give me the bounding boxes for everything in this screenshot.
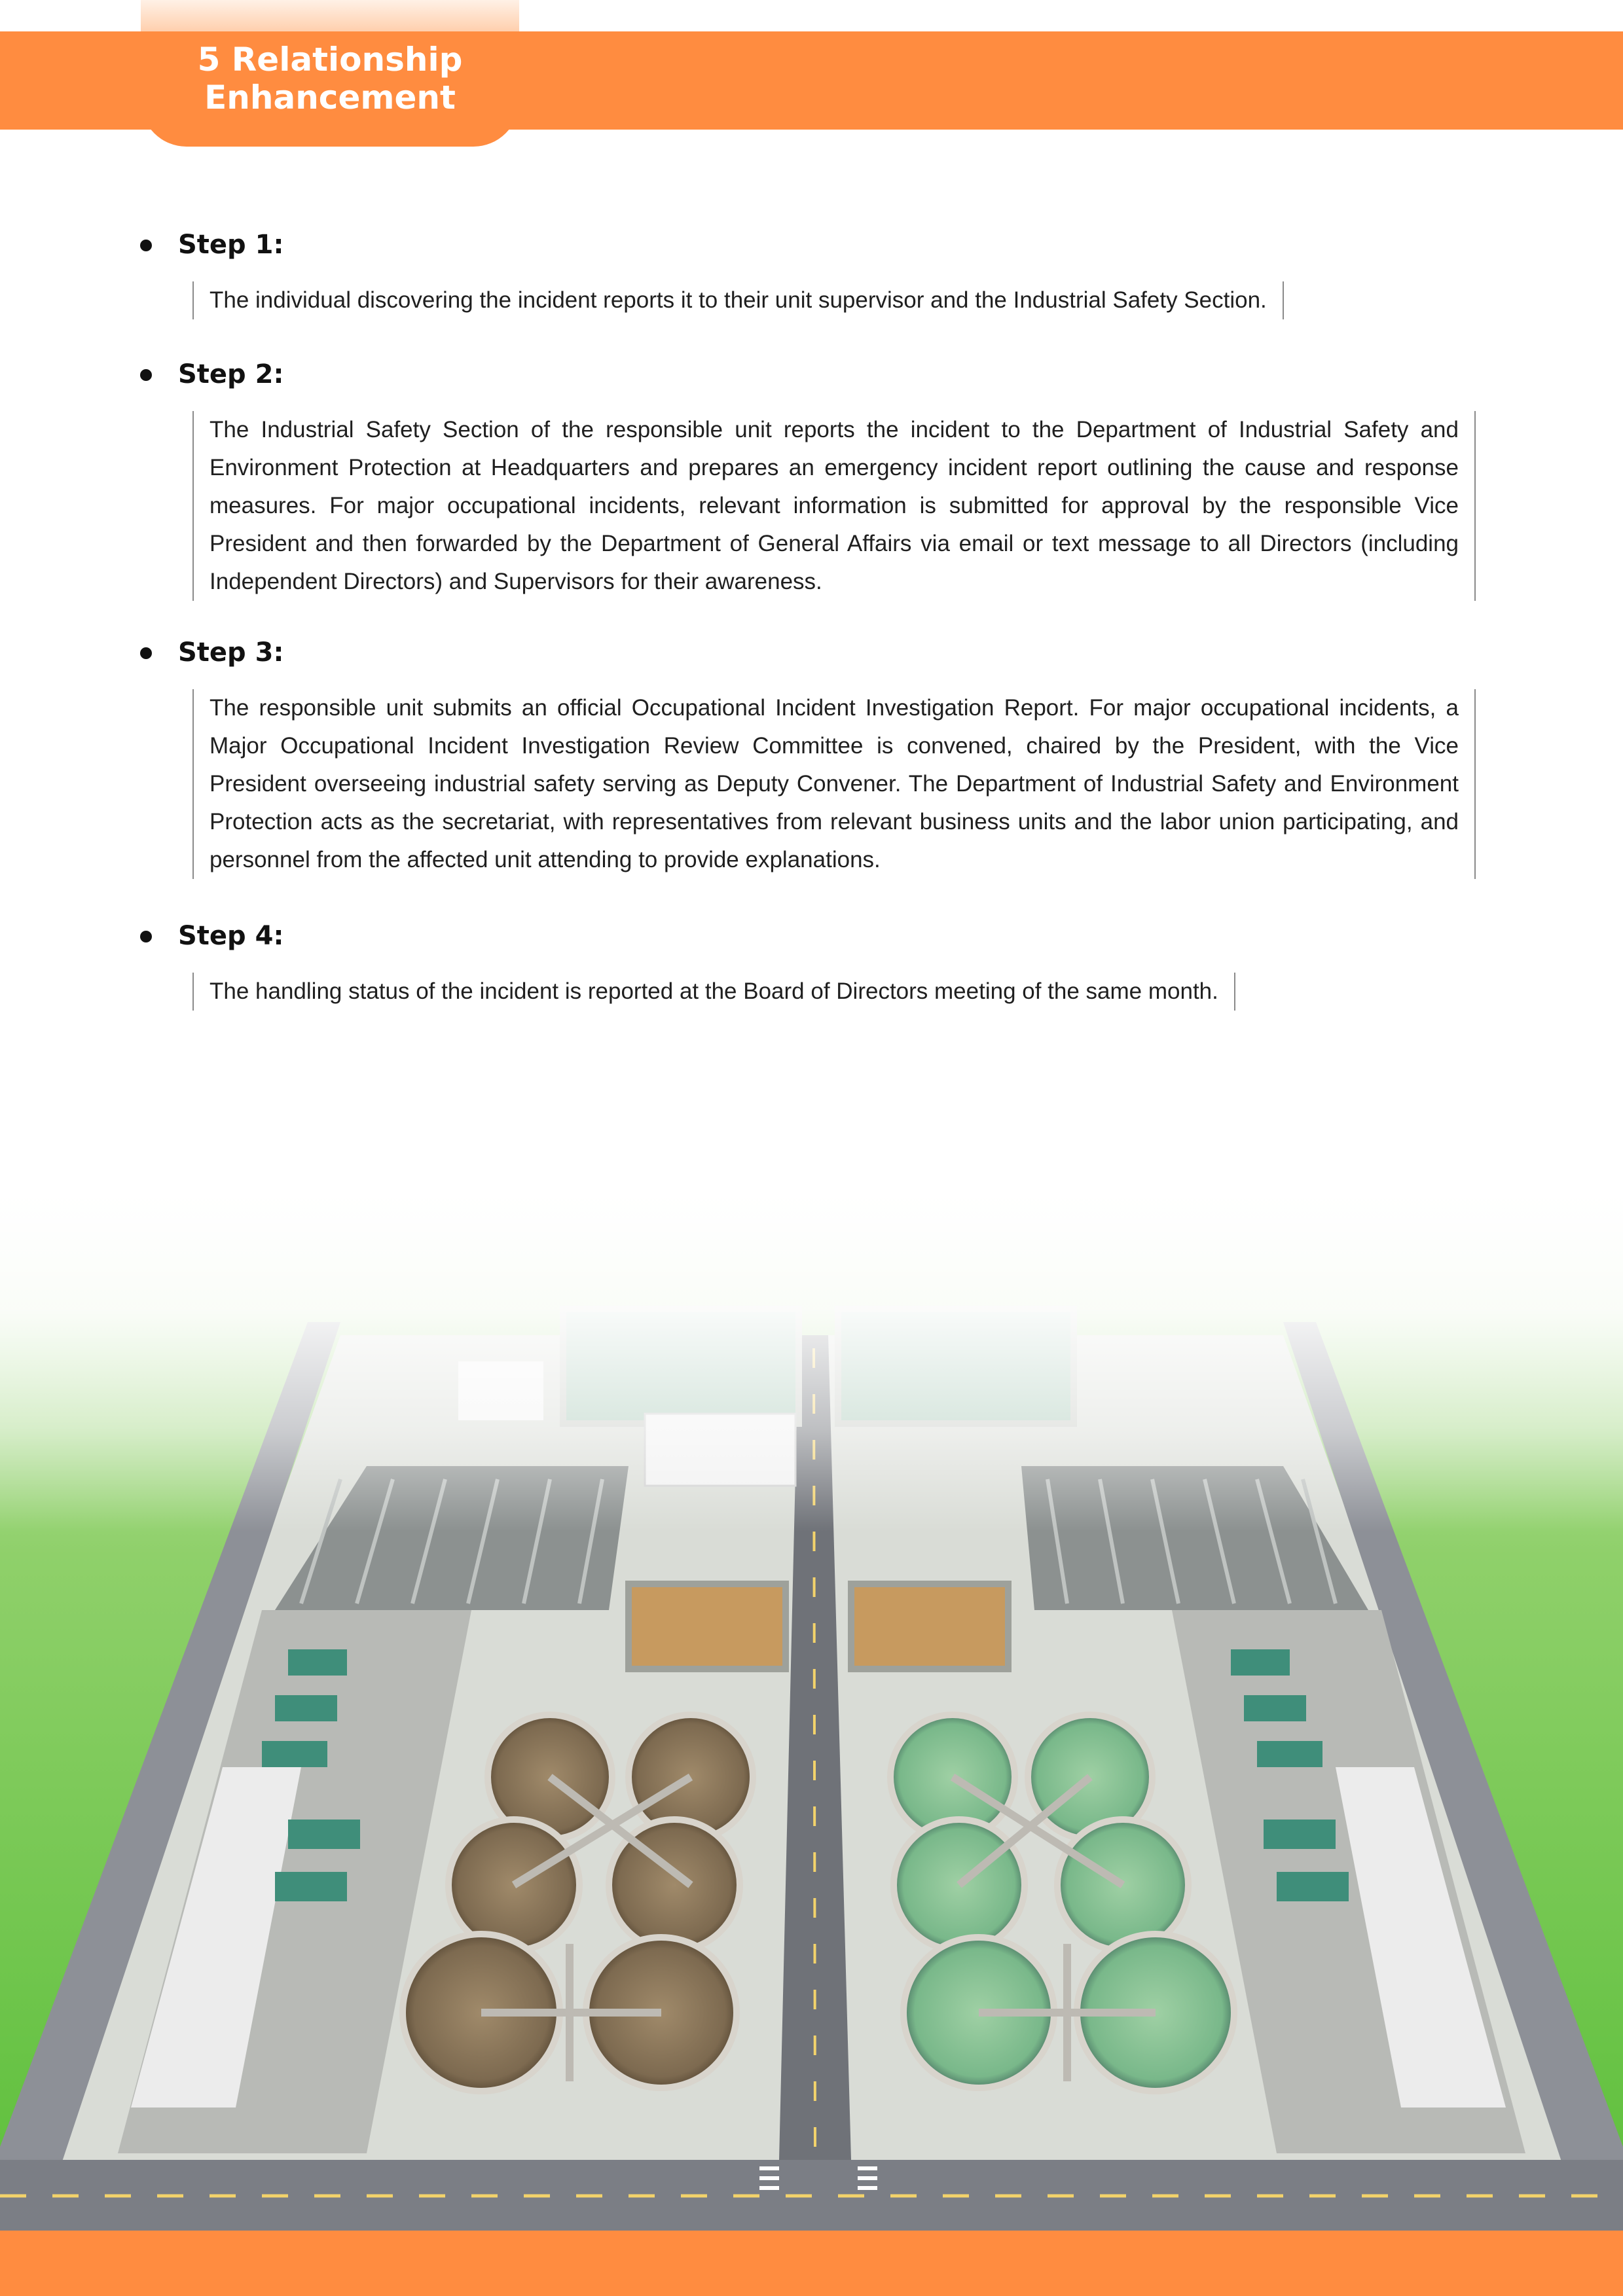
step-4-label: Step 4: — [178, 921, 284, 951]
step-1-label: Step 1: — [178, 230, 284, 260]
bullet-icon — [140, 240, 152, 251]
step-2-label: Step 2: — [178, 359, 284, 389]
water-treatment-plant-photo — [0, 1191, 1623, 2231]
bullet-icon — [140, 369, 152, 381]
footer-band — [0, 2231, 1623, 2296]
step-4-text: The handling status of the incident is reported at the Board of Directors meeting of the same month. — [192, 973, 1235, 1011]
bullet-icon — [140, 647, 152, 659]
bullet-icon — [140, 931, 152, 942]
step-1-text: The individual discovering the incident reports it to their unit supervisor and the Industrial Safety Section. — [192, 281, 1284, 319]
step-3-label: Step 3: — [178, 637, 284, 668]
step-3-text: The responsible unit submits an official Occupational Incident Investigation Report. For major occupational incidents, a Major Occupational Incident Investigation Review Committee is convened, chaired by the President, with the Vice President overseeing industrial safety serving as Deputy Convener. The Department of Industrial Safety and Environment Protection acts as the secretariat, with representatives from relevant business units and the labor union participating, and personnel from the affected unit attending to provide explanations. — [192, 689, 1476, 879]
section-title: 5 Relationship Enhancement — [197, 41, 463, 117]
step-2-text: The Industrial Safety Section of the responsible unit reports the incident to the Department of Industrial Safety and Environment Protection at Headquarters and prepares an emergency incident report outlining the cause and response measures. For major occupational incidents, relevant information is submitted for approval by the responsible Vice President and then forwarded by the Department of General Affairs via email or text message to all Directors (including Independent Directors) and Supervisors for their awareness. — [192, 411, 1476, 601]
photo-fog-overlay — [0, 1191, 1623, 1532]
